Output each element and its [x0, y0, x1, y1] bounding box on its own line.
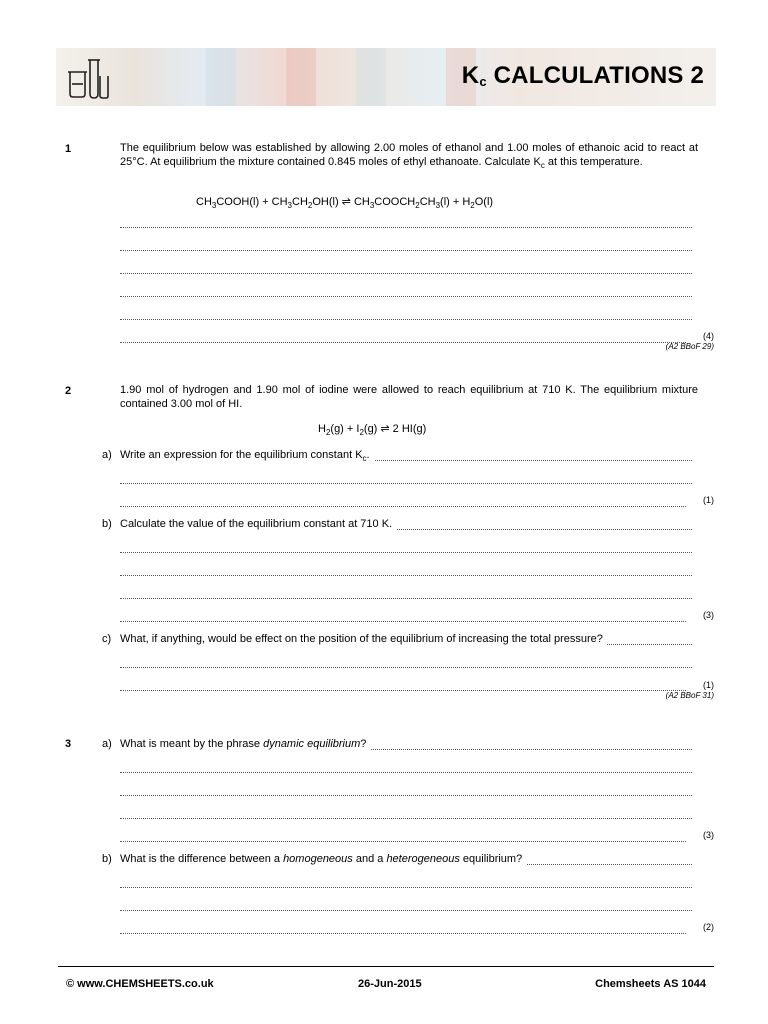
question-2a-label: a): [102, 449, 112, 461]
question-3b-label: b): [102, 853, 112, 865]
equation-term: COOCH: [374, 196, 416, 208]
banner-glassware-tint: [356, 48, 386, 106]
beaker-logo-icon: [64, 56, 110, 100]
question-2c-text: What, if anything, would be effect on the position of the equilibrium of increasing the total pressure?: [120, 633, 607, 646]
question-2b-marks: (3): [703, 610, 714, 620]
answer-line: [120, 226, 692, 228]
question-1-text: The equilibrium below was established by allowing 2.00 moles of ethanol and 1.00 moles of ethanoic acid to react at 25°C. At equilibrium the mixture contained 0.845 moles of ethyl ethanoate. Calculate $K_c$ at this temperature.: [120, 142, 698, 170]
answer-line: [120, 840, 686, 842]
equation-term: (g) + I: [330, 423, 360, 435]
header-banner: [56, 48, 716, 106]
question-2-equation: [318, 422, 426, 437]
banner-glassware-tint: [206, 48, 236, 106]
question-3b-marks: (2): [703, 922, 714, 932]
equation-subscript: 2: [470, 201, 475, 211]
question-2-number: 2: [65, 385, 72, 397]
banner-glassware-tint: [286, 48, 316, 106]
question-1-marks: (4): [703, 331, 714, 341]
page-title: $K_c$ CALCULATIONS 2: [461, 62, 704, 89]
answer-line: [120, 909, 692, 911]
question-2c-marks: (1): [703, 680, 714, 690]
question-3-number: 3: [65, 738, 72, 750]
answer-line: [120, 817, 692, 819]
answer-line: [120, 689, 686, 691]
equation-term: O(l): [474, 196, 494, 208]
answer-line: [120, 341, 686, 343]
answer-line: [120, 574, 692, 576]
answer-line: [120, 932, 686, 934]
question-3a-marks: (3): [703, 830, 714, 840]
footer-website: © www.CHEMSHEETS.co.uk: [66, 978, 214, 990]
answer-line: [120, 886, 692, 888]
equation-subscript: 2: [359, 428, 364, 438]
footer-code: Chemsheets AS 1044: [595, 978, 706, 990]
answer-line: [120, 620, 686, 622]
equation-term: COOH(l) + CH: [216, 196, 288, 208]
answer-line: [120, 794, 692, 796]
question-3b-text: What is the difference between a homogeneous and a heterogeneous equilibrium?: [120, 853, 526, 866]
question-1-equation: [196, 195, 493, 210]
equation-term: CH: [196, 196, 212, 208]
answer-line: [120, 272, 692, 274]
equation-subscript: 3: [287, 201, 292, 211]
answer-line: [120, 482, 692, 484]
answer-line: [120, 666, 692, 668]
question-2a-marks: (1): [703, 495, 714, 505]
answer-line: [120, 551, 692, 553]
question-2-source: (A2 BBoF 31): [665, 691, 714, 700]
equation-subscript: 2: [307, 201, 313, 211]
equation-subscript: 3: [369, 201, 375, 211]
answer-line: [120, 295, 692, 297]
footer-divider: [58, 966, 714, 967]
question-1-number: 1: [65, 143, 72, 155]
question-2c-label: c): [102, 633, 112, 645]
equation-term: H: [318, 423, 326, 435]
question-2a-text: Write an expression for the equilibrium constant $K_c$.: [120, 449, 374, 465]
equation-term: (l) + H: [440, 196, 471, 208]
question-3a-label: a): [102, 738, 112, 750]
equation-term: CH: [419, 196, 436, 208]
equation-subscript: 2: [325, 428, 331, 438]
footer-date: 26-Jun-2015: [358, 978, 422, 990]
answer-line: [120, 771, 692, 773]
question-2b-label: b): [102, 518, 112, 530]
equation-term: (g) ⇌ 2 HI(g): [363, 423, 427, 435]
equation-subscript: 2: [415, 201, 420, 211]
answer-line: [120, 318, 692, 320]
answer-line: [120, 505, 686, 507]
question-2-text: 1.90 mol of hydrogen and 1.90 mol of iodine were allowed to reach equilibrium at 710 K. The equilibrium mixture contained 3.00 mol of HI.: [120, 384, 698, 410]
answer-line: [120, 249, 692, 251]
equation-subscript: 3: [211, 201, 217, 211]
question-1-source: (A2 BBoF 29): [665, 342, 714, 351]
equation-term: CH: [292, 196, 308, 208]
question-3a-text: What is meant by the phrase dynamic equilibrium?: [120, 738, 370, 751]
equation-term: OH(l) ⇌ CH: [312, 196, 370, 208]
equation-subscript: 3: [435, 201, 441, 211]
answer-line: [120, 597, 692, 599]
question-2b-text: Calculate the value of the equilibrium constant at 710 K.: [120, 518, 396, 531]
